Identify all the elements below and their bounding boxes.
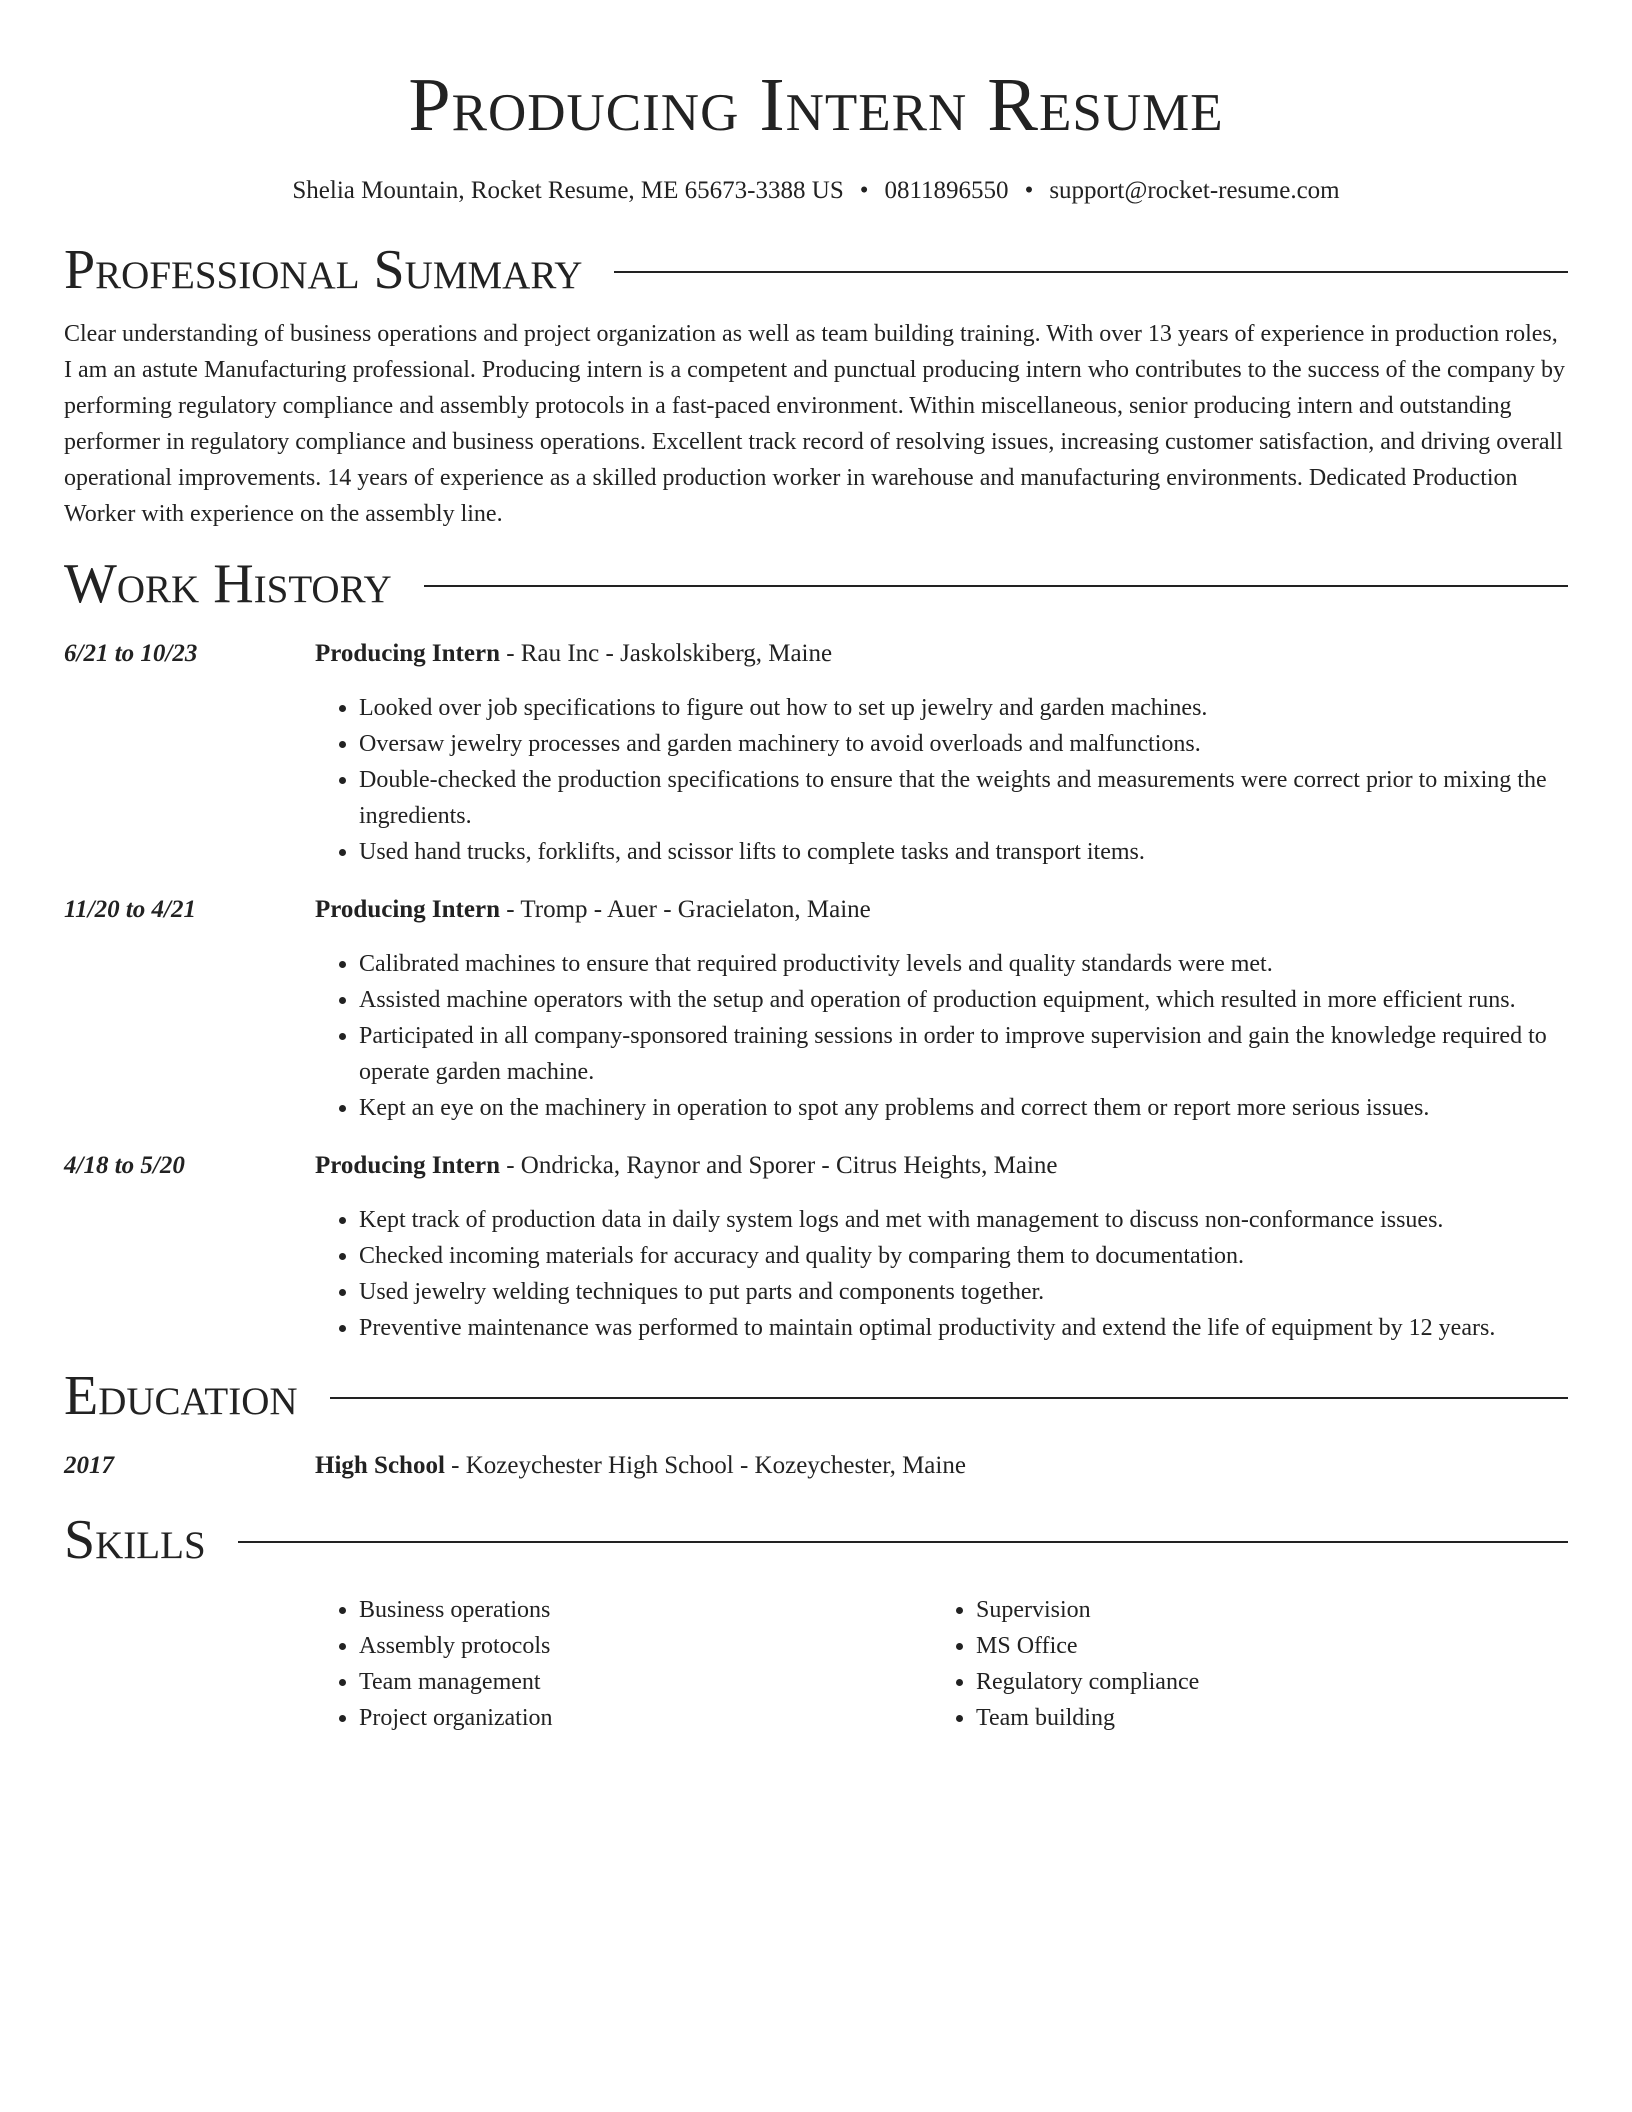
skill-item: • MS Office [976, 1628, 1549, 1664]
job-dates: 6/21 to 10/23 [64, 640, 198, 667]
contact-address: Shelia Mountain, Rocket Resume, ME 65673-3388 US [292, 177, 844, 204]
job-bullet: • Double-checked the production specifications to ensure that the weights and measurements were correct prior to mixing the ingredients. [359, 762, 1568, 834]
skill-item: • Project organization [359, 1700, 932, 1736]
contact-separator: • [859, 177, 869, 204]
job-entry [64, 892, 1568, 1126]
skills-columns [315, 1592, 1568, 1736]
job-title: Producing Intern [315, 896, 500, 923]
contact-separator: • [1024, 177, 1034, 204]
job-bullet-list [315, 690, 1568, 870]
job-dates: 4/18 to 5/20 [64, 1152, 185, 1179]
education-entry [64, 1448, 1568, 1484]
job-details: - Rau Inc - Jaskolskiberg, Maine [499, 640, 833, 667]
education-degree: High School [315, 1452, 445, 1479]
job-details: - Ondricka, Raynor and Sporer - Citrus Heights, Maine [499, 1152, 1058, 1179]
job-bullet: • Assisted machine operators with the setup and operation of production equipment, which resulted in more efficient runs. [359, 982, 1568, 1018]
education-details: - Kozeychester High School - Kozeychester, Maine [444, 1452, 966, 1479]
job-body [315, 892, 1568, 1126]
job-bullet: • Participated in all company-sponsored training sessions in order to improve supervision and gain the knowledge required to operate garden machine. [359, 1018, 1568, 1090]
section-divider [424, 585, 1568, 587]
job-bullet: • Used hand trucks, forklifts, and scissor lifts to complete tasks and transport items. [359, 834, 1568, 870]
skill-item: • Assembly protocols [359, 1628, 932, 1664]
job-details: - Tromp - Auer - Gracielaton, Maine [499, 896, 871, 923]
summary-text: Clear understanding of business operations and project organization as well as team building training. With over 13 years of experience in production roles, I am an astute Manufacturing professional. Producing intern is a competent and punctual producing intern who contributes to the success of the company by performing regulatory compliance and assembly protocols in a fast-paced environment. Within miscellaneous, senior producing intern and outstanding performer in regulatory compliance and business operations. Excellent track record of resolving issues, increasing customer satisfaction, and driving overall operational improvements. 14 years of experience as a skilled production worker in warehouse and manufacturing environments. Dedicated Production Worker with experience on the assembly line. [64, 321, 1565, 527]
job-dates: 11/20 to 4/21 [64, 896, 196, 923]
education-section-header [64, 1364, 1568, 1428]
job-bullet-list [315, 1202, 1568, 1346]
job-body [315, 636, 1568, 870]
job-headline [315, 636, 1568, 672]
education-heading: Education [64, 1365, 298, 1427]
summary-section-header [64, 238, 1568, 302]
job-headline [315, 1148, 1568, 1184]
education-year: 2017 [64, 1452, 114, 1479]
skill-item: • Team management [359, 1664, 932, 1700]
job-entry [64, 636, 1568, 870]
skills-list-left [315, 1592, 932, 1736]
contact-line [64, 174, 1568, 208]
section-divider [238, 1541, 1568, 1543]
skills-heading: Skills [64, 1509, 206, 1571]
contact-phone: 0811896550 [884, 177, 1009, 204]
job-bullet: • Kept track of production data in daily system logs and met with management to discuss non-conformance issues. [359, 1202, 1568, 1238]
skill-item: • Supervision [976, 1592, 1549, 1628]
skills-section-header [64, 1508, 1568, 1572]
skill-item: • Team building [976, 1700, 1549, 1736]
skill-item: • Regulatory compliance [976, 1664, 1549, 1700]
job-bullet: • Looked over job specifications to figure out how to set up jewelry and garden machines. [359, 690, 1568, 726]
job-bullet: • Preventive maintenance was performed to maintain optimal productivity and extend the life of equipment by 12 years. [359, 1310, 1568, 1346]
summary-heading: Professional Summary [64, 239, 583, 301]
work-heading: Work History [64, 553, 392, 615]
job-bullet: • Oversaw jewelry processes and garden machinery to avoid overloads and malfunctions. [359, 726, 1568, 762]
job-headline [315, 892, 1568, 928]
skills-list-right [932, 1592, 1549, 1736]
job-bullet-list [315, 946, 1568, 1126]
education-headline [315, 1448, 1568, 1484]
resume-title: Producing Intern Resume [408, 63, 1224, 147]
job-body [315, 1148, 1568, 1346]
job-bullet: • Calibrated machines to ensure that required productivity levels and quality standards were met. [359, 946, 1568, 982]
job-bullet: • Checked incoming materials for accuracy and quality by comparing them to documentation. [359, 1238, 1568, 1274]
job-bullet: • Used jewelry welding techniques to put parts and components together. [359, 1274, 1568, 1310]
job-title: Producing Intern [315, 1152, 500, 1179]
work-history-list [64, 636, 1568, 1346]
contact-email: support@rocket-resume.com [1049, 177, 1340, 204]
job-entry [64, 1148, 1568, 1346]
job-title: Producing Intern [315, 640, 500, 667]
section-divider [330, 1397, 1568, 1399]
skill-item: • Business operations [359, 1592, 932, 1628]
job-bullet: • Kept an eye on the machinery in operation to spot any problems and correct them or report more serious issues. [359, 1090, 1568, 1126]
work-section-header [64, 552, 1568, 616]
section-divider [614, 271, 1568, 273]
